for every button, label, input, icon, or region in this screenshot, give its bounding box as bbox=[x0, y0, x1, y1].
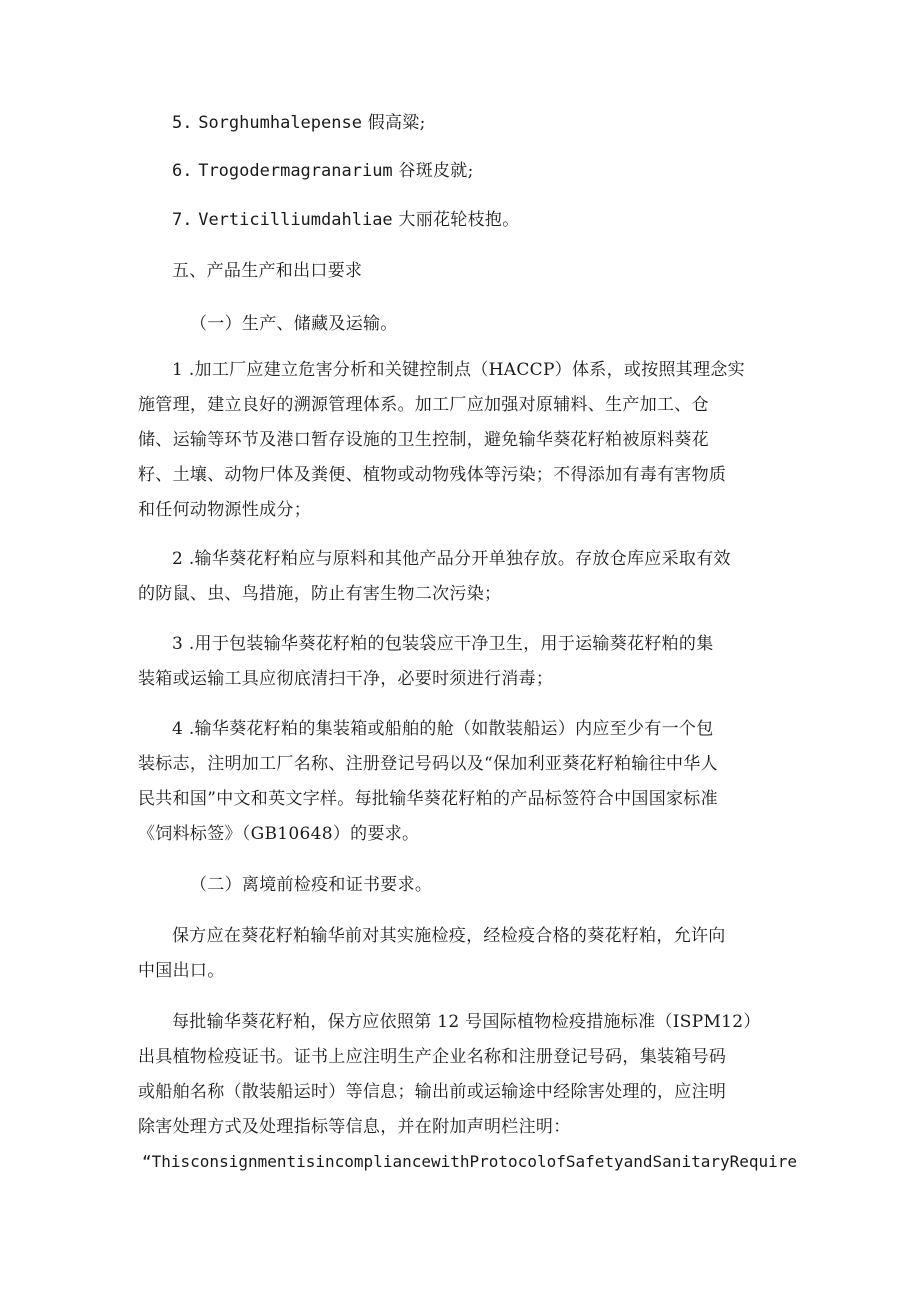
paragraph-line: 除害处理方式及处理指标等信息，并在附加声明栏注明： bbox=[138, 1117, 571, 1137]
list-item-chinese: 假高粱; bbox=[367, 113, 426, 133]
list-item-number: 5. bbox=[172, 113, 193, 133]
paragraph-line: 4 .输华葵花籽粕的集装箱或船舶的舱（如散装船运）内应至少有一个包 bbox=[172, 719, 714, 739]
paragraph-line: 装标志，注明加工厂名称、注册登记号码以及“保加利亚葵花籽粕输往中华人 bbox=[138, 754, 718, 774]
paragraph-line: 施管理，建立良好的溯源管理体系。加工厂应加强对原辅料、生产加工、仓 bbox=[138, 395, 709, 415]
list-item-number: 6. bbox=[172, 161, 193, 181]
paragraph-line: 2 .输华葵花籽粕应与原料和其他产品分开单独存放。存放仓库应采取有效 bbox=[172, 549, 731, 569]
list-item-latin: Sorghumhalepense bbox=[198, 113, 362, 133]
list-item-chinese: 谷斑皮就; bbox=[398, 161, 474, 181]
list-item-7 bbox=[172, 209, 520, 231]
list-item-6 bbox=[172, 160, 474, 182]
list-item-number: 7. bbox=[172, 210, 193, 230]
paragraph-line: 的防鼠、虫、鸟措施，防止有害生物二次污染； bbox=[138, 584, 502, 604]
list-item-latin: Verticilliumdahliae bbox=[198, 210, 393, 230]
paragraph-line: 出具植物检疫证书。证书上应注明生产企业名称和注册登记号码，集装箱号码 bbox=[138, 1047, 727, 1067]
subsection-heading-one: （一）生产、储藏及运输。 bbox=[190, 314, 398, 334]
list-item-chinese: 大丽花轮枝抱。 bbox=[398, 210, 520, 230]
paragraph-line: 每批输华葵花籽粕，保方应依照第 12 号国际植物检疫措施标准（ISPM12） bbox=[172, 1012, 761, 1032]
paragraph-line: 中国出口。 bbox=[138, 961, 225, 981]
paragraph-line: 籽、土壤、动物尸体及粪便、植物或动物残体等污染；不得添加有毒有害物质 bbox=[138, 465, 727, 485]
paragraph-line: 装箱或运输工具应彻底清扫干净，必要时须进行消毒； bbox=[138, 669, 554, 689]
paragraph-line: 3 .用于包装输华葵花籽粕的包装袋应干净卫生，用于运输葵花籽粕的集 bbox=[172, 634, 714, 654]
paragraph-line: 或船舶名称（散装船运时）等信息；输出前或运输途中经除害处理的，应注明 bbox=[138, 1082, 727, 1102]
paragraph-line: 和任何动物源性成分； bbox=[138, 500, 311, 520]
paragraph-line: 保方应在葵花籽粕输华前对其实施检疫，经检疫合格的葵花籽粕，允许向 bbox=[172, 926, 726, 946]
paragraph-line: 民共和国”中文和英文字样。每批输华葵花籽粕的产品标签符合中国国家标准 bbox=[138, 789, 718, 809]
subsection-heading-two: （二）离境前检疫和证书要求。 bbox=[190, 875, 433, 895]
paragraph-line: 1 .加工厂应建立危害分析和关键控制点（HACCP）体系，或按照其理念实 bbox=[172, 360, 745, 380]
declaration-quote-line: “ThisconsignmentisincompliancewithProtocolofSafetyandSanitaryRequire bbox=[142, 1152, 798, 1171]
paragraph-line: 《饲料标签》（GB10648）的要求。 bbox=[138, 824, 420, 844]
list-item-latin: Trogodermagranarium bbox=[198, 161, 393, 181]
list-item-5 bbox=[172, 112, 426, 134]
paragraph-line: 储、运输等环节及港口暂存设施的卫生控制，避免输华葵花籽粕被原料葵花 bbox=[138, 430, 709, 450]
section-heading-five: 五、产品生产和出口要求 bbox=[172, 261, 363, 281]
